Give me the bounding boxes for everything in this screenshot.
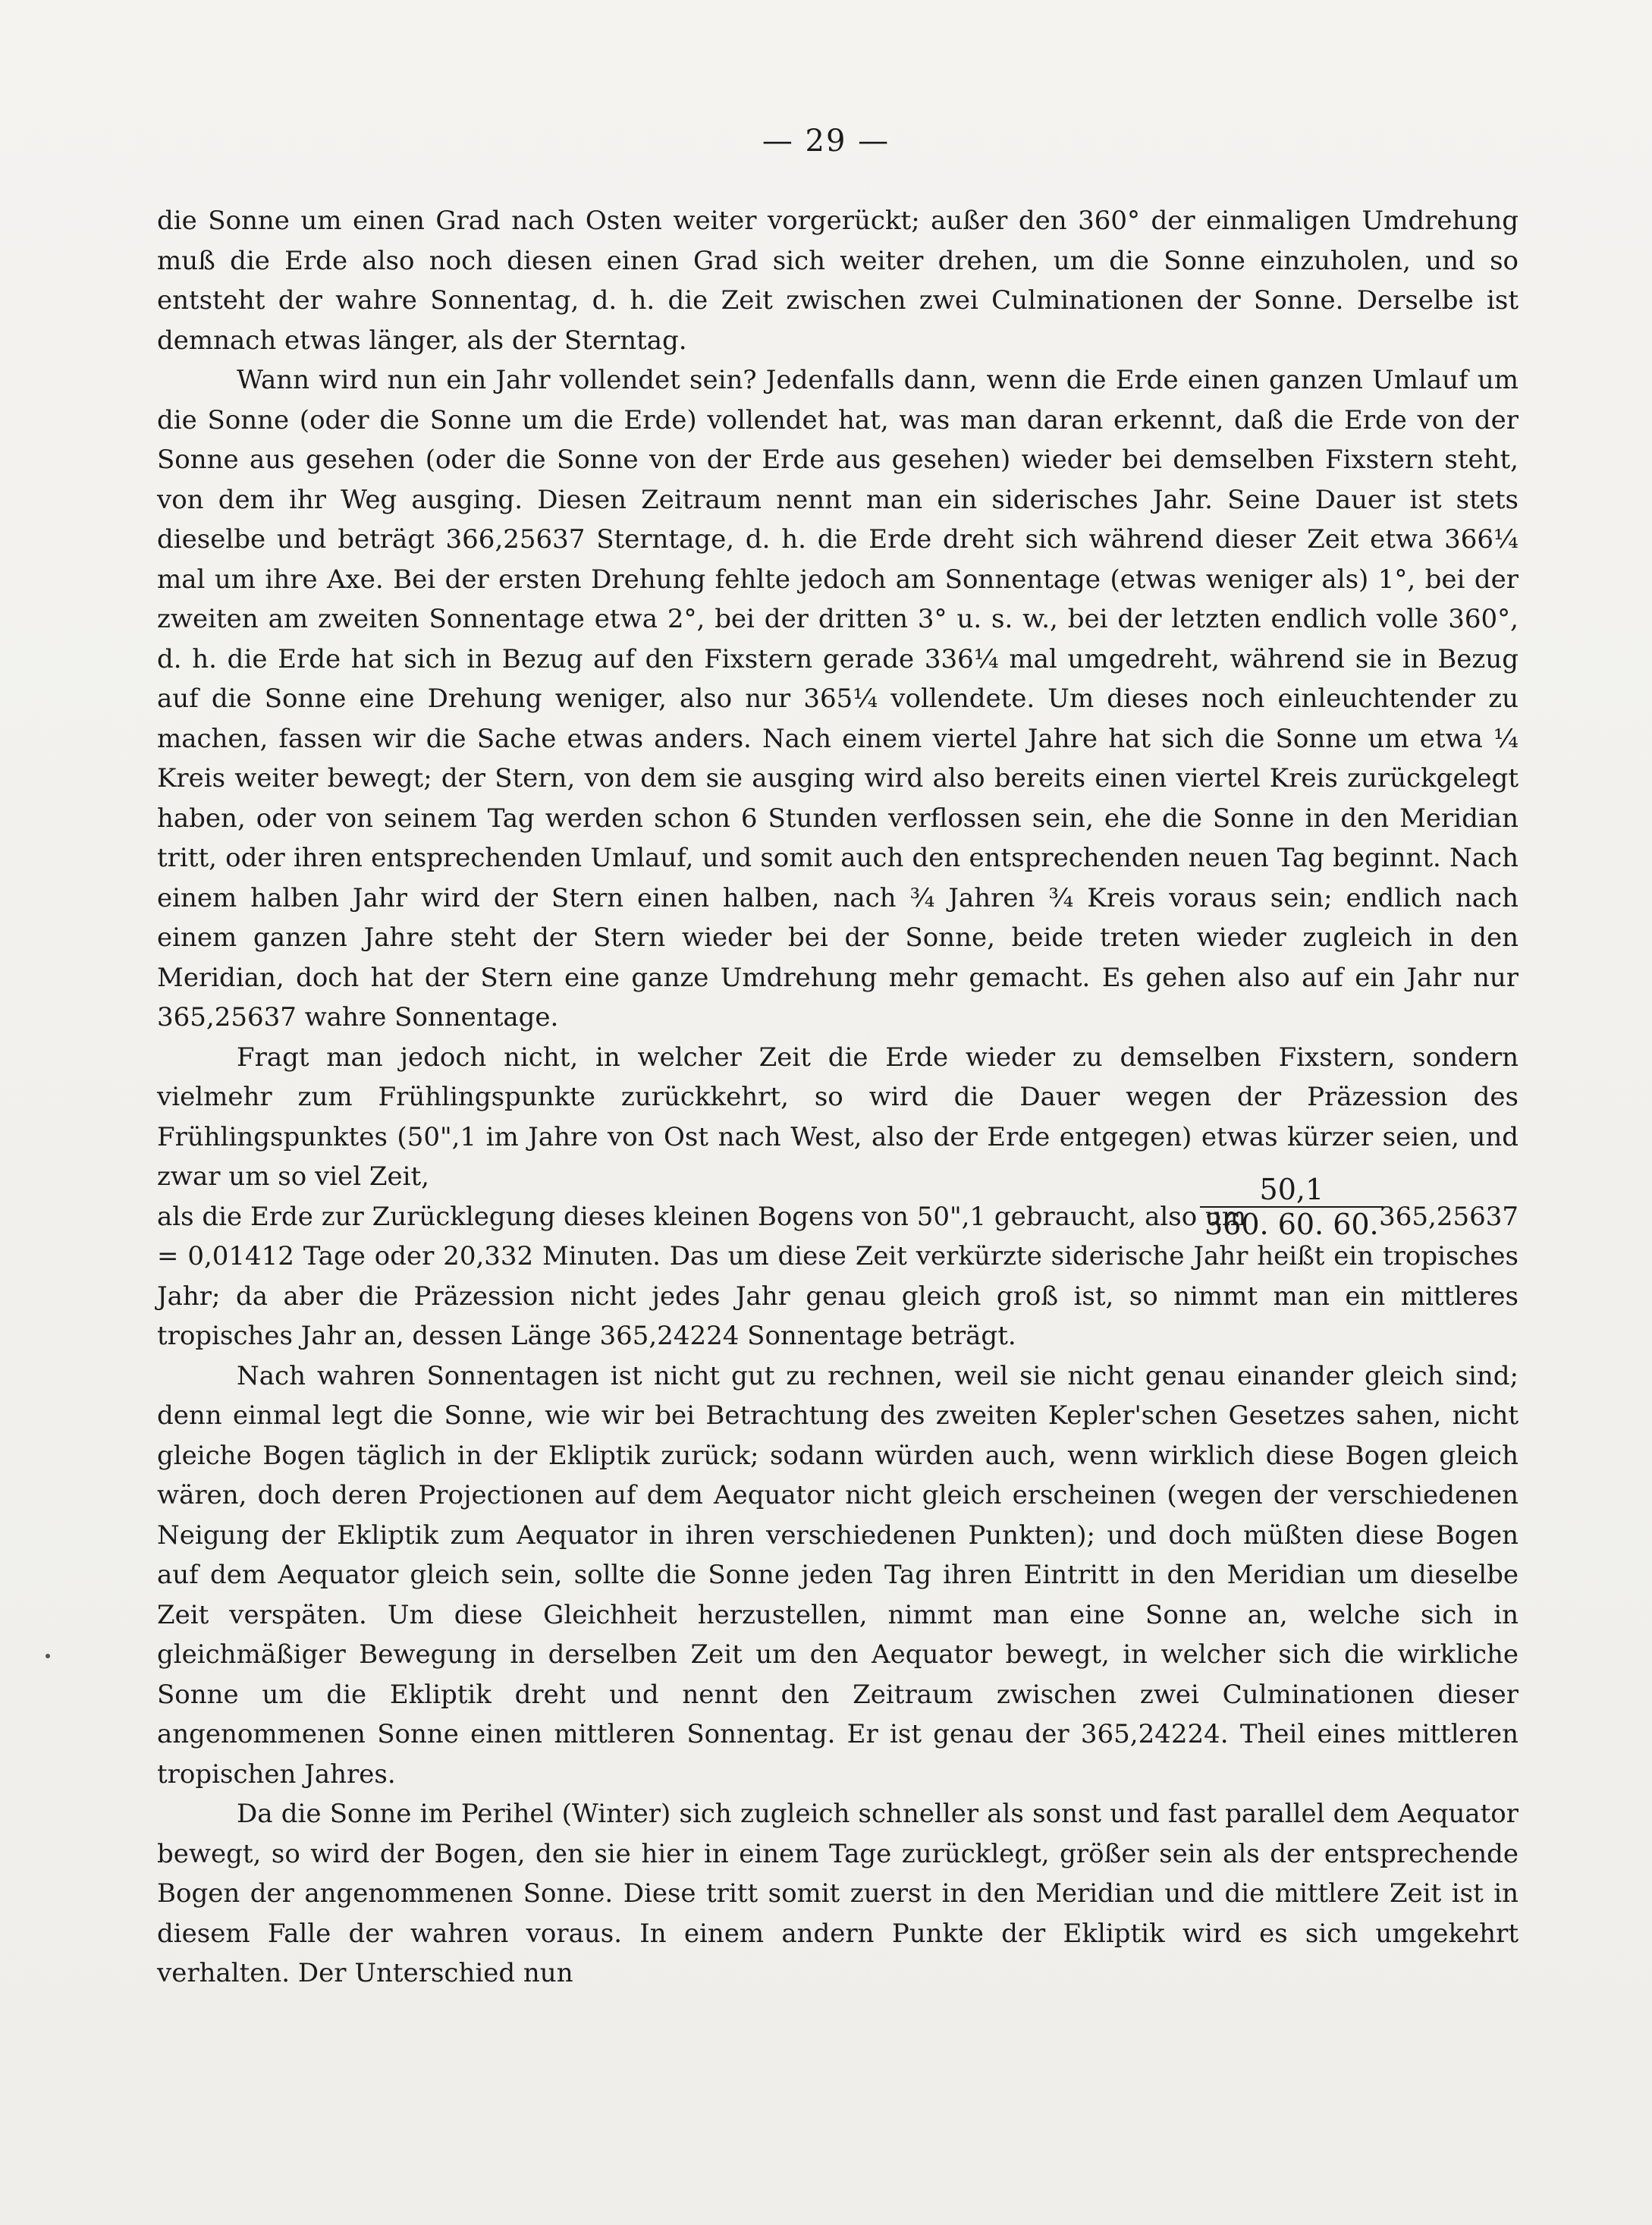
paragraph-tropisches-jahr: = 0,01412 Tage oder 20,332 Minuten. Das um diese Zeit verkürzte siderische Jahr heißt ein tropisches Jahr; da aber die Präzession nicht jedes Jahr genau gleich groß ist, so nimmt man ein mittleres tropisches Jahr an, dessen Länge 365,24224 Sonnentage beträgt.: [157, 1241, 1519, 1351]
fraction: [1200, 1173, 1383, 1241]
paragraph-sonnentag: die Sonne um einen Grad nach Osten weiter vorgerückt; außer den 360° der einmaligen Umdrehung muß die Erde also noch diesen einen Grad sich weiter drehen, um die Sonne einzuholen, und so entsteht der wahre Sonnentag, d. h. die Zeit zwischen zwei Culminationen der Sonne. Derselbe ist demnach etwas länger, als der Sterntag.: [157, 206, 1519, 356]
paragraph-perihel: Da die Sonne im Perihel (Winter) sich zugleich schneller als sonst und fast parallel dem Aequator bewegt, so wird der Bogen, den sie hier in einem Tage zurücklegt, größer sein als der entsprechende Bogen der angenommenen Sonne. Diese tritt somit zuerst in den Meridian und die mittlere Zeit ist in diesem Falle der wahren voraus. In einem andern Punkte der Ekliptik wird es sich umgekehrt verhalten. Der Unterschied nun: [157, 1799, 1519, 1988]
paragraph-mittlerer-sonnentag: Nach wahren Sonnentagen ist nicht gut zu rechnen, weil sie nicht genau einander gleich sind; denn einmal legt die Sonne, wie wir bei Betrachtung des zweiten Kepler'schen Gesetzes sahen, nicht gleiche Bogen täglich in der Ekliptik zurück; sodann würden auch, wenn wirklich diese Bogen gleich wären, doch deren Projectionen auf dem Aequator nicht gleich erscheinen (wegen der verschiedenen Neigung der Ekliptik zum Aequator in ihren verschiedenen Punkten); und doch müßten diese Bogen auf dem Aequator gleich sein, sollte die Sonne jeden Tag ihren Eintritt in den Meridian um dieselbe Zeit verspäten. Um diese Gleichheit herzustellen, nimmt man eine Sonne an, welche sich in gleichmäßiger Bewegung in derselben Zeit um den Aequator bewegt, in welcher sich die wirkliche Sonne um die Ekliptik dreht und nennt den Zeitraum zwischen zwei Culminationen dieser angenommenen Sonne einen mittleren Sonnentag. Er ist genau der 365,24224. Theil eines mittleren tropischen Jahres.: [157, 1360, 1519, 1790]
formula-prefix: als die Erde zur Zurücklegung dieses kleinen Bogens von 50",1 gebraucht, also um: [157, 1201, 1247, 1232]
fraction-denominator: 360. 60. 60.: [1200, 1206, 1383, 1241]
fraction-numerator: 50,1: [1259, 1172, 1324, 1206]
body-text: [157, 201, 1519, 1994]
paragraph-siderisches-jahr: Wann wird nun ein Jahr vollendet sein? Jedenfalls dann, wenn die Erde einen ganzen Umlauf um die Sonne (oder die Sonne um die Erde) vollendet hat, was man daran erkennt, daß die Erde von der Sonne aus gesehen (oder die Sonne von der Erde aus gesehen) wieder bei demselben Fixstern steht, von dem ihr Weg ausging. Diesen Zeitraum nennt man ein siderisches Jahr. Seine Dauer ist stets dieselbe und beträgt 366,25637 Sterntage, d. h. die Erde dreht sich während dieser Zeit etwa 366¼ mal um ihre Axe. Bei der ersten Drehung fehlte jedoch am Sonnentage (etwas weniger als) 1°, bei der zweiten am zweiten Sonnentage etwa 2°, bei der dritten 3° u. s. w., bei der letzten endlich volle 360°, d. h. die Erde hat sich in Bezug auf den Fixstern gerade 336¼ mal umgedreht, während sie in Bezug auf die Sonne eine Drehung weniger, also nur 365¼ vollendete. Um dieses noch einleuchtender zu machen, fassen wir die Sache etwas anders. Nach einem viertel Jahre hat sich die Sonne um etwa ¼ Kreis weiter bewegt; der Stern, von dem sie ausging wird also bereits einen viertel Kreis zurückgelegt haben, oder von seinem Tag werden schon 6 Stunden verflossen sein, ehe die Sonne in den Meridian tritt, oder ihren entsprechenden Umlauf, und somit auch den entsprechenden neuen Tag beginnt. Nach einem halben Jahr wird der Stern einen halben, nach ¾ Jahren ¾ Kreis voraus sein; endlich nach einem ganzen Jahre steht der Stern wieder bei der Sonne, beide treten wieder zugleich in den Meridian, doch hat der Stern eine ganze Umdrehung mehr gemacht. Es gehen also auf ein Jahr nur 365,25637 wahre Sonnentage.: [157, 365, 1519, 1032]
paragraph-praezession: Fragt man jedoch nicht, in welcher Zeit die Erde wieder zu demselben Fixstern, sondern vielmehr zum Frühlingspunkte zurückkehrt, so wird die Dauer wegen der Präzession des Frühlingspunktes (50",1 im Jahre von Ost nach West, also der Erde entgegen) etwas kürzer seien, und zwar um so viel Zeit,: [157, 1042, 1519, 1192]
page-number: — 29 —: [762, 124, 890, 159]
margin-dot: [46, 1654, 50, 1658]
formula-suffix: 365,25637: [1379, 1201, 1519, 1232]
formula-line: [157, 1172, 1519, 1241]
